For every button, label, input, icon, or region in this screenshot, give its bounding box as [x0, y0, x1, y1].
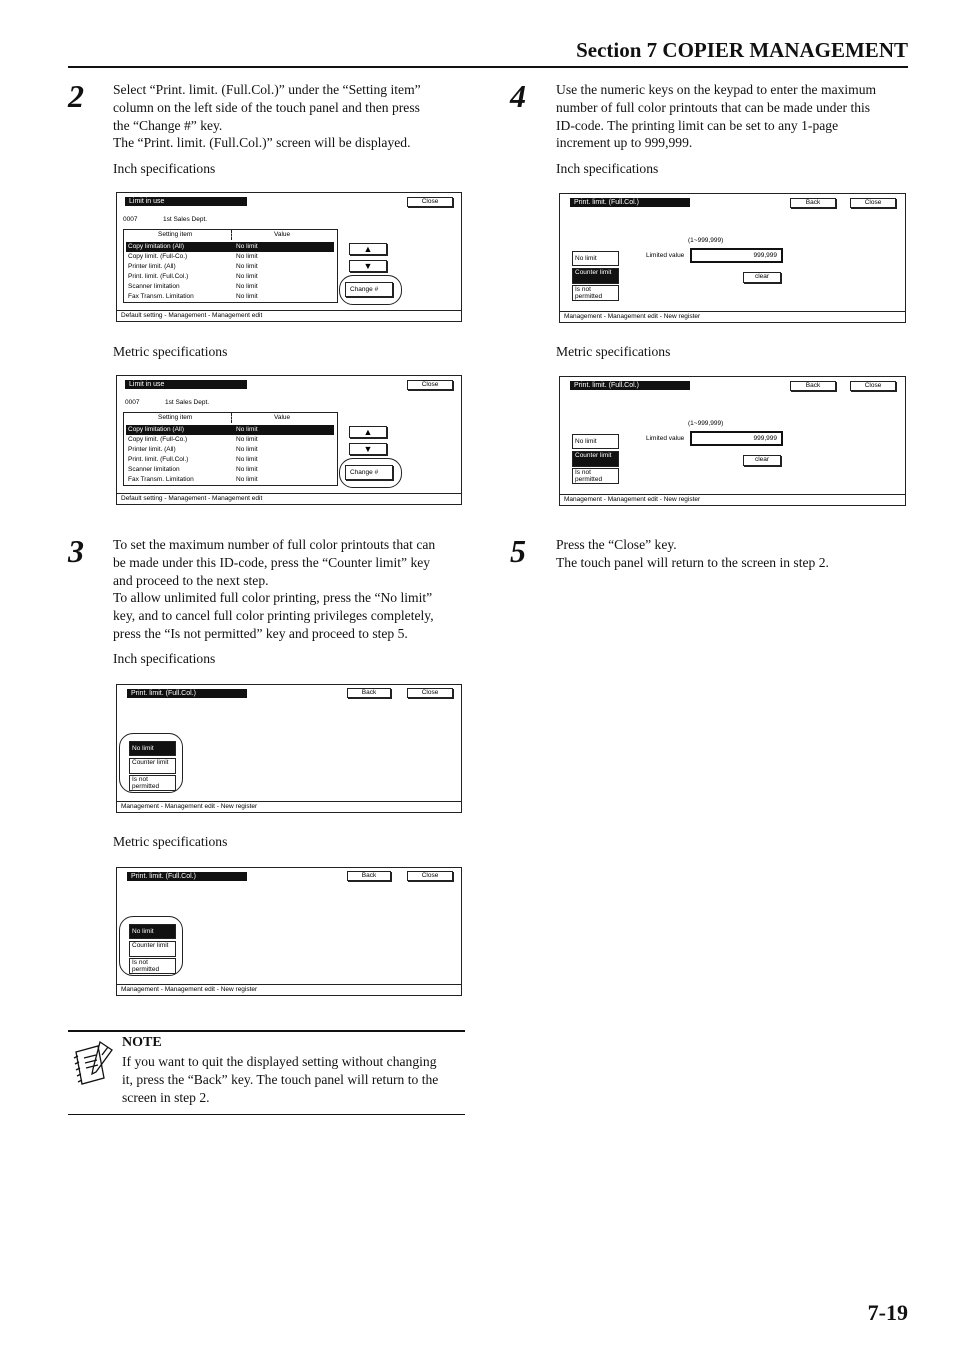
column-setting-item: Setting item	[158, 231, 193, 238]
step-2-inch-label: Inch specifications	[113, 161, 216, 176]
department: 1st Sales Dept.	[163, 216, 208, 223]
scroll-up-button[interactable]: ▲	[349, 243, 387, 255]
screen-footer: Management - Management edit - New register	[560, 494, 905, 505]
table-row[interactable]: Scanner limitation No limit	[128, 466, 258, 473]
change-number-button[interactable]: Change #	[345, 282, 393, 297]
close-button[interactable]: Close	[407, 688, 453, 698]
clear-button[interactable]: clear	[743, 455, 781, 466]
limit-in-use-screen-inch	[116, 192, 462, 322]
note-text: If you want to quit the displayed setting without changing it, press the “Back” key. The touch panel will return to the screen in step 2.	[122, 1054, 439, 1105]
table-row[interactable]: Print. limit. (Full.Col.) No limit	[128, 273, 258, 280]
screen-title: Limit in use	[125, 380, 247, 389]
limited-value-field[interactable]: 999,999	[690, 248, 783, 263]
header-rule	[68, 66, 908, 68]
limited-value-field[interactable]: 999,999	[690, 431, 783, 446]
back-button[interactable]: Back	[790, 198, 836, 208]
table-row[interactable]: Fax Transm. Limitation No limit	[128, 476, 258, 483]
table-row[interactable]: Print. limit. (Full.Col.) No limit	[128, 456, 258, 463]
id-code: 0007	[125, 399, 140, 406]
table-row[interactable]: Copy limit. (Full-Co.) No limit	[128, 253, 258, 260]
screen-footer: Management - Management edit - New register	[560, 311, 905, 322]
step-3-inch-label: Inch specifications	[113, 651, 216, 666]
close-button[interactable]: Close	[850, 381, 896, 391]
step-2-text: Select “Print. limit. (Full.Col.)” under the “Setting item” column on the left side of the touch panel and then press the “Change #” key. The “Print. limit. (Full.Col.)” screen will be displayed.	[113, 82, 421, 151]
step-4-metric-label: Metric specifications	[556, 344, 671, 359]
clear-button[interactable]: clear	[743, 272, 781, 283]
note-box	[68, 1030, 465, 1115]
close-button[interactable]: Close	[407, 380, 453, 390]
not-permitted-button[interactable]: Is not permitted	[572, 285, 619, 301]
table-row[interactable]: Printer limit. (All) No limit	[128, 446, 258, 453]
scroll-down-button[interactable]: ▼	[349, 443, 387, 455]
column-value: Value	[274, 231, 291, 238]
no-limit-button[interactable]: No limit	[572, 434, 619, 449]
table-header	[124, 230, 337, 240]
not-permitted-button[interactable]: Is not permitted	[572, 468, 619, 484]
back-button[interactable]: Back	[347, 871, 391, 881]
column-setting-item: Setting item	[158, 414, 193, 421]
counter-limit-button[interactable]: Counter limit	[129, 941, 176, 957]
scroll-up-button[interactable]: ▲	[349, 426, 387, 438]
close-button[interactable]: Close	[407, 871, 453, 881]
step-5-text: Press the “Close” key. The touch panel will return to the screen in step 2.	[556, 537, 829, 570]
back-button[interactable]: Back	[790, 381, 836, 391]
table-row[interactable]: Printer limit. (All) No limit	[128, 263, 258, 270]
counter-limit-screen-inch	[559, 193, 906, 323]
step-4-inch-label: Inch specifications	[556, 161, 659, 176]
table-row[interactable]: Copy limitation (All) No limit	[126, 242, 334, 252]
counter-limit-button[interactable]: Counter limit	[129, 758, 176, 774]
note-title: NOTE	[122, 1035, 162, 1050]
settings-table	[123, 229, 338, 303]
no-limit-button[interactable]: No limit	[129, 741, 176, 756]
step-4-number: 4	[510, 78, 526, 114]
screen-footer: Management - Management edit - New register	[117, 801, 461, 812]
table-row[interactable]: Copy limit. (Full-Co.) No limit	[128, 436, 258, 443]
screen-title: Print. limit. (Full.Col.)	[570, 198, 690, 207]
step-2-metric-label: Metric specifications	[113, 344, 228, 359]
settings-table	[123, 412, 338, 486]
limit-in-use-screen-metric	[116, 375, 462, 505]
scroll-down-button[interactable]: ▼	[349, 260, 387, 272]
close-button[interactable]: Close	[850, 198, 896, 208]
table-row[interactable]: Fax Transm. Limitation No limit	[128, 293, 258, 300]
value-range: (1~999,999)	[688, 237, 724, 244]
screen-title: Print. limit. (Full.Col.)	[570, 381, 690, 390]
limited-value-label: Limited value	[646, 252, 685, 259]
limited-value-label: Limited value	[646, 435, 685, 442]
step-4-text: Use the numeric keys on the keypad to enter the maximum number of full color printouts that can be made under this ID-code. The printing limit can be set to any 1-page increment up to 999,999.	[556, 82, 877, 151]
table-row[interactable]: Copy limitation (All) No limit	[126, 425, 334, 435]
table-header	[124, 413, 337, 423]
department: 1st Sales Dept.	[165, 399, 210, 406]
counter-limit-button[interactable]: Counter limit	[572, 268, 619, 284]
step-2-number: 2	[68, 78, 84, 114]
page-number: 7-19	[867, 1300, 908, 1325]
value-range: (1~999,999)	[688, 420, 724, 427]
step-3-text: To set the maximum number of full color printouts that can be made under this ID-code, press the “Counter limit” key and proceed to the next step. To allow unlimited full color printing, press the “No limit” key, and to cancel full color printing privileges completely, press the “Is not permitted” key and proceed to step 5.	[113, 537, 436, 641]
screen-footer: Default setting - Management - Management edit	[117, 493, 461, 504]
table-row[interactable]: Scanner limitation No limit	[128, 283, 258, 290]
change-number-button[interactable]: Change #	[345, 465, 393, 480]
no-limit-button[interactable]: No limit	[572, 251, 619, 266]
column-value: Value	[274, 414, 291, 421]
step-5-number: 5	[510, 533, 526, 569]
screen-footer: Management - Management edit - New register	[117, 984, 461, 995]
screen-title: Print. limit. (Full.Col.)	[127, 689, 247, 698]
close-button[interactable]: Close	[407, 197, 453, 207]
counter-limit-button[interactable]: Counter limit	[572, 451, 619, 467]
screen-title: Print. limit. (Full.Col.)	[127, 872, 247, 881]
no-limit-button[interactable]: No limit	[129, 924, 176, 939]
section-title: Section 7 COPIER MANAGEMENT	[576, 38, 908, 62]
id-code: 0007	[123, 216, 138, 223]
notepad-icon	[72, 1038, 116, 1088]
column-divider	[231, 413, 232, 423]
print-limit-screen-metric	[116, 867, 462, 996]
print-limit-screen-inch	[116, 684, 462, 813]
not-permitted-button[interactable]: Is not permitted	[129, 775, 176, 791]
screen-title: Limit in use	[125, 197, 247, 206]
step-3-number: 3	[68, 533, 84, 569]
column-divider	[231, 230, 232, 240]
counter-limit-screen-metric	[559, 376, 906, 506]
not-permitted-button[interactable]: Is not permitted	[129, 958, 176, 974]
step-3-metric-label: Metric specifications	[113, 834, 228, 849]
screen-footer: Default setting - Management - Management edit	[117, 310, 461, 321]
back-button[interactable]: Back	[347, 688, 391, 698]
